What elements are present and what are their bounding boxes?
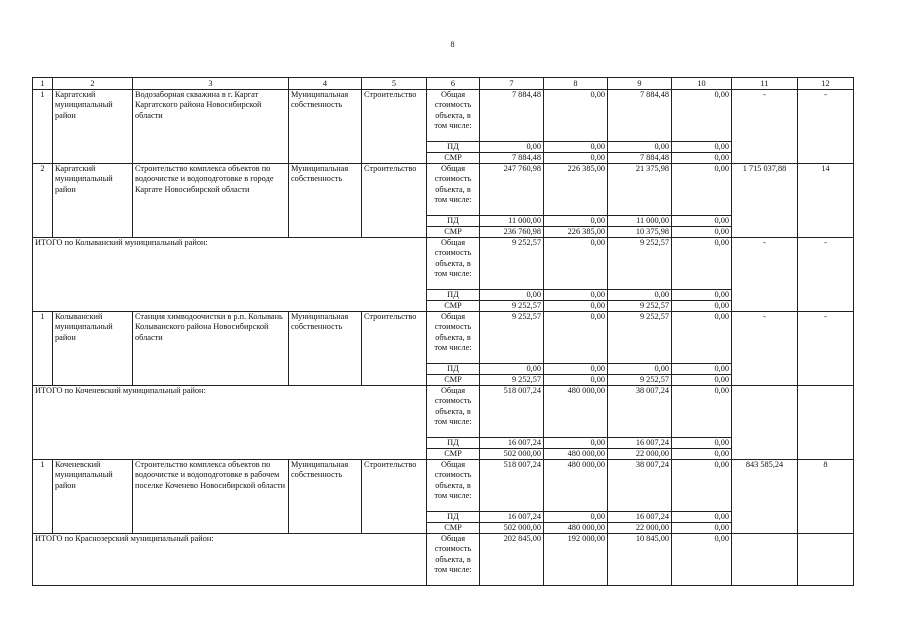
col12-cell: - (798, 238, 854, 312)
amount-cell: 11 000,00 (608, 216, 672, 227)
col-header: 7 (480, 78, 544, 90)
col12-cell: 8 (798, 460, 854, 534)
amount-cell: 9 252,57 (608, 312, 672, 364)
total-label: Общая стоимость объекта, в том числе: (427, 238, 480, 290)
object-cell: Строительство комплекса объектов по водоочистке и водоподготовке в рабочем поселке Коченево Новосибирской области (133, 460, 289, 534)
amount-cell: 0,00 (544, 312, 608, 364)
amount-cell: 518 007,24 (480, 386, 544, 438)
smr-label: СМР (427, 153, 480, 164)
total-label: Общая стоимость объекта, в том числе: (427, 460, 480, 512)
amount-cell: 9 252,57 (480, 312, 544, 364)
amount-cell: 0,00 (480, 290, 544, 301)
amount-cell: 0,00 (672, 164, 732, 216)
amount-cell: 502 000,00 (480, 449, 544, 460)
work-type-cell: Строительство (362, 312, 427, 386)
amount-cell: 7 884,48 (480, 90, 544, 142)
col-header: 12 (798, 78, 854, 90)
header-row (33, 78, 854, 90)
total-label: Общая стоимость объекта, в том числе: (427, 90, 480, 142)
amount-cell: 0,00 (672, 534, 732, 586)
amount-cell: 0,00 (544, 375, 608, 386)
district-cell: Коченевский муниципальный район (53, 460, 133, 534)
amount-cell: 0,00 (672, 227, 732, 238)
amount-cell: 0,00 (672, 216, 732, 227)
smr-label: СМР (427, 449, 480, 460)
col-header: 2 (53, 78, 133, 90)
amount-cell: 0,00 (672, 512, 732, 523)
pd-label: ПД (427, 438, 480, 449)
amount-cell: 0,00 (672, 386, 732, 438)
amount-cell: 0,00 (544, 216, 608, 227)
amount-cell: 236 760,98 (480, 227, 544, 238)
amount-cell: 22 000,00 (608, 523, 672, 534)
district-cell: Каргатский муниципальный район (53, 90, 133, 164)
amount-cell: 202 845,00 (480, 534, 544, 586)
amount-cell: 0,00 (672, 438, 732, 449)
work-type-cell: Строительство (362, 90, 427, 164)
amount-cell: 480 000,00 (544, 523, 608, 534)
col-header: 8 (544, 78, 608, 90)
amount-cell: 9 252,57 (480, 301, 544, 312)
amount-cell: 0,00 (672, 312, 732, 364)
amount-cell: 7 884,48 (608, 90, 672, 142)
row-number: 1 (33, 312, 53, 386)
work-type-cell: Строительство (362, 460, 427, 534)
table-row (33, 312, 854, 364)
amount-cell: 0,00 (544, 512, 608, 523)
pd-label: ПД (427, 364, 480, 375)
amount-cell: 480 000,00 (544, 460, 608, 512)
col11-cell: 843 585,24 (732, 460, 798, 534)
amount-cell: 0,00 (544, 438, 608, 449)
amount-cell: 247 760,98 (480, 164, 544, 216)
amount-cell: 0,00 (672, 301, 732, 312)
amount-cell: 38 007,24 (608, 386, 672, 438)
amount-cell: 11 000,00 (480, 216, 544, 227)
amount-cell: 0,00 (672, 238, 732, 290)
amount-cell: 0,00 (672, 449, 732, 460)
col-header: 11 (732, 78, 798, 90)
col-header: 5 (362, 78, 427, 90)
object-cell: Водозаборная скважина в г. Каргат Каргатского района Новосибирской области (133, 90, 289, 164)
amount-cell: 502 000,00 (480, 523, 544, 534)
amount-cell: 16 007,24 (480, 438, 544, 449)
row-number: 2 (33, 164, 53, 238)
amount-cell: 22 000,00 (608, 449, 672, 460)
col-header: 4 (289, 78, 362, 90)
page-number: 8 (450, 40, 455, 49)
col11-cell: 1 715 037,88 (732, 164, 798, 238)
amount-cell: 0,00 (672, 375, 732, 386)
amount-cell: 7 884,48 (480, 153, 544, 164)
col12-cell: 14 (798, 164, 854, 238)
amount-cell: 9 252,57 (480, 375, 544, 386)
amount-cell: 0,00 (544, 364, 608, 375)
amount-cell: 0,00 (672, 142, 732, 153)
table-row (33, 164, 854, 216)
amount-cell: 0,00 (480, 142, 544, 153)
amount-cell: 21 375,98 (608, 164, 672, 216)
col11-cell: - (732, 90, 798, 164)
pd-label: ПД (427, 142, 480, 153)
col11-cell: - (732, 238, 798, 312)
amount-cell: 0,00 (672, 290, 732, 301)
row-number: 1 (33, 460, 53, 534)
amount-cell: 0,00 (544, 142, 608, 153)
investment-table (32, 77, 854, 586)
amount-cell: 226 385,00 (544, 164, 608, 216)
table-row (33, 90, 854, 142)
amount-cell: 0,00 (608, 290, 672, 301)
col12-cell: - (798, 90, 854, 164)
total-label: Общая стоимость объекта, в том числе: (427, 312, 480, 364)
amount-cell: 7 884,48 (608, 153, 672, 164)
district-cell: Каргатский муниципальный район (53, 164, 133, 238)
amount-cell: 480 000,00 (544, 386, 608, 438)
col11-cell (732, 386, 798, 460)
amount-cell: 0,00 (672, 90, 732, 142)
total-label: Общая стоимость объекта, в том числе: (427, 164, 480, 216)
col-header: 1 (33, 78, 53, 90)
amount-cell: 10 845,00 (608, 534, 672, 586)
col11-cell: - (732, 312, 798, 386)
object-cell: Станция химводоочистки в р.п. Колывань Колыванского района Новосибирской области (133, 312, 289, 386)
amount-cell: 0,00 (544, 290, 608, 301)
amount-cell: 480 000,00 (544, 449, 608, 460)
col12-cell (798, 386, 854, 460)
amount-cell: 9 252,57 (608, 238, 672, 290)
object-cell: Строительство комплекса объектов по водоочистке и водоподготовке в городе Каргате Новосибирской области (133, 164, 289, 238)
work-type-cell: Строительство (362, 164, 427, 238)
district-cell: Колыванский муниципальный район (53, 312, 133, 386)
smr-label: СМР (427, 523, 480, 534)
amount-cell: 0,00 (608, 364, 672, 375)
amount-cell: 0,00 (544, 90, 608, 142)
col-header: 6 (427, 78, 480, 90)
smr-label: СМР (427, 227, 480, 238)
amount-cell: 0,00 (608, 142, 672, 153)
amount-cell: 518 007,24 (480, 460, 544, 512)
amount-cell: 16 007,24 (480, 512, 544, 523)
pd-label: ПД (427, 216, 480, 227)
amount-cell: 192 000,00 (544, 534, 608, 586)
amount-cell: 0,00 (544, 153, 608, 164)
col12-cell: - (798, 312, 854, 386)
amount-cell: 0,00 (544, 301, 608, 312)
total-label: Общая стоимость объекта, в том числе: (427, 534, 480, 586)
total-title: ИТОГО по Коченевский муниципальный район: (33, 386, 427, 460)
col11-cell (732, 534, 798, 586)
total-title: ИТОГО по Колыванский муниципальный район: (33, 238, 427, 312)
row-number: 1 (33, 90, 53, 164)
total-title: ИТОГО по Краснозерский муниципальный район: (33, 534, 427, 586)
ownership-cell: Муниципальная собственность (289, 90, 362, 164)
smr-label: СМР (427, 375, 480, 386)
col-header: 9 (608, 78, 672, 90)
total-row (33, 534, 854, 586)
amount-cell: 9 252,57 (480, 238, 544, 290)
amount-cell: 0,00 (672, 523, 732, 534)
pd-label: ПД (427, 512, 480, 523)
amount-cell: 16 007,24 (608, 438, 672, 449)
amount-cell: 0,00 (672, 364, 732, 375)
total-label: Общая стоимость объекта, в том числе: (427, 386, 480, 438)
amount-cell: 38 007,24 (608, 460, 672, 512)
col-header: 3 (133, 78, 289, 90)
amount-cell: 16 007,24 (608, 512, 672, 523)
amount-cell: 0,00 (544, 238, 608, 290)
table-row (33, 460, 854, 512)
amount-cell: 9 252,57 (608, 375, 672, 386)
amount-cell: 0,00 (672, 460, 732, 512)
amount-cell: 0,00 (672, 153, 732, 164)
total-row (33, 386, 854, 438)
amount-cell: 226 385,00 (544, 227, 608, 238)
pd-label: ПД (427, 290, 480, 301)
col-header: 10 (672, 78, 732, 90)
amount-cell: 10 375,98 (608, 227, 672, 238)
ownership-cell: Муниципальная собственность (289, 312, 362, 386)
ownership-cell: Муниципальная собственность (289, 164, 362, 238)
amount-cell: 9 252,57 (608, 301, 672, 312)
smr-label: СМР (427, 301, 480, 312)
total-row (33, 238, 854, 290)
ownership-cell: Муниципальная собственность (289, 460, 362, 534)
col12-cell (798, 534, 854, 586)
amount-cell: 0,00 (480, 364, 544, 375)
